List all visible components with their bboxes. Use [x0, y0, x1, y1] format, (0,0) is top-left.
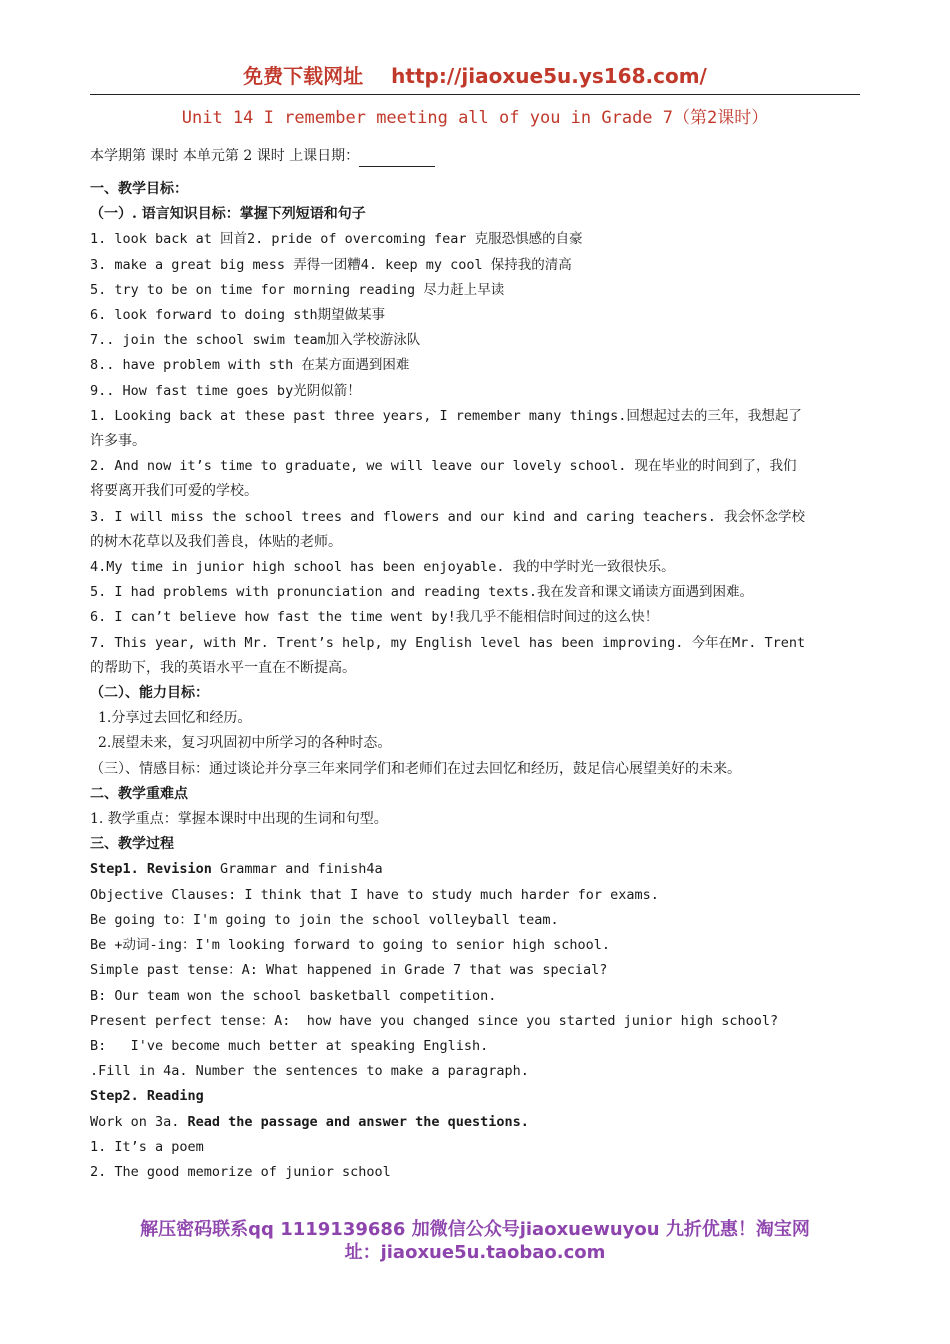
step1-rest: Grammar and finish4a — [211, 861, 383, 878]
text-line: 5. try to be on time for morning reading 尽力赶上早读 — [90, 281, 505, 298]
site-url-link[interactable]: http://jiaoxue5u.ys168.com/ — [391, 64, 707, 88]
text-line: （三）、情感目标：通过谈论并分享三年来同学们和老师们在过去回忆和经历，鼓足信心展望美好的未来。 — [90, 760, 741, 777]
subsection-heading: （一）. 语言知识目标：掌握下列短语和句子 — [90, 206, 366, 223]
text-line: 1. 教学重点：掌握本课时中出现的生词和句型。 — [90, 811, 388, 828]
text-line: .Fill in 4a. Number the sentences to make a paragraph. — [90, 1063, 529, 1080]
document-page — [90, 60, 860, 1185]
text-line: Present perfect tense：A: how have you changed since you started junior high school? — [90, 1012, 779, 1029]
site-header — [90, 60, 860, 92]
text-line: 3. I will miss the school trees and flowers and our kind and caring teachers. 我会怀念学校 — [90, 508, 805, 525]
site-label: 免费下载网址 — [243, 64, 364, 88]
step-heading — [90, 857, 860, 882]
text-line: 2.展望未来，复习巩固初中所学习的各种时态。 — [98, 735, 392, 752]
text-line: 4.My time in junior high school has been enjoyable. 我的中学时光一致很快乐。 — [90, 559, 675, 576]
document-body — [90, 177, 860, 1185]
text-line: 3. make a great big mess 弄得一团糟4. keep my cool 保持我的清高 — [90, 256, 572, 273]
section-heading: 二、教学重难点 — [90, 785, 188, 802]
text-line: 1. look back at 回首2. pride of overcoming fear 克服恐惧感的自豪 — [90, 231, 583, 248]
step1-label: Step1. Revision — [90, 861, 212, 878]
text-line: 1. It’s a poem — [90, 1138, 204, 1155]
footer-line-1: 解压密码联系qq 1119139686 加微信公众号jiaoxuewuyou 九折优惠！淘宝网 — [140, 1219, 810, 1240]
text-line: 5. I had problems with pronunciation and reading texts.我在发音和课文诵读方面遇到困难。 — [90, 584, 754, 601]
text-line: 1. Looking back at these past three years, I remember many things.回想起过去的三年，我想起了 — [90, 407, 802, 424]
text-line: 2. And now it’s time to graduate, we will leave our lovely school. 现在毕业的时间到了，我们 — [90, 458, 797, 475]
text-line: 7. This year, with Mr. Trent’s help, my English level has been improving. 今年在Mr. Trent — [90, 634, 806, 651]
text-line: 1.分享过去回忆和经历。 — [98, 710, 252, 727]
text-line: B: Our team won the school basketball competition. — [90, 987, 497, 1004]
text-line: 的帮助下，我的英语水平一直在不断提高。 — [90, 659, 356, 676]
text-line: Be +动词-ing：I'm looking forward to going to senior high school. — [90, 937, 611, 954]
text-line: Simple past tense：A: What happened in Grade 7 that was special? — [90, 962, 608, 979]
text-line: B: I've become much better at speaking English. — [90, 1037, 489, 1054]
text-line: 的树木花草以及我们善良，体贴的老师。 — [90, 533, 342, 550]
text-line: 6. I can’t believe how fast the time went by!我几乎不能相信时间过的这么快！ — [90, 609, 659, 626]
page-title: Unit 14 I remember meeting all of you in Grade 7（第2课时） — [181, 108, 769, 128]
section-heading: 一、教学目标： — [90, 181, 188, 197]
step-heading: Step2. Reading — [90, 1088, 204, 1105]
text-line: 8.. have problem with sth 在某方面遇到困难 — [90, 357, 410, 374]
lesson-meta-text: 本学期第 课时 本单元第 2 课时 上课日期： — [90, 148, 360, 164]
footer-line-2: 址：jiaoxue5u.taobao.com — [344, 1242, 606, 1263]
subsection-heading: （二）、能力目标： — [90, 685, 209, 702]
lesson-meta — [90, 145, 860, 167]
section-heading: 三、教学过程 — [90, 836, 174, 853]
text-line: 7.. join the school swim team加入学校游泳队 — [90, 332, 421, 349]
step2-task: Read the passage and answer the questions. — [179, 1113, 529, 1130]
header-divider — [90, 94, 860, 95]
text-line — [90, 1110, 860, 1135]
text-line: Be going to：I'm going to join the school volleyball team. — [90, 911, 559, 928]
footer-promo — [90, 1218, 860, 1264]
text-line: Objective Clauses: I think that I have to study much harder for exams. — [90, 886, 659, 903]
text-line: 许多事。 — [90, 433, 146, 450]
step2-work: Work on 3a. — [90, 1113, 180, 1130]
text-line: 6. look forward to doing sth期望做某事 — [90, 307, 386, 324]
text-line: 2. The good memorize of junior school — [90, 1163, 391, 1180]
date-blank — [359, 151, 435, 167]
text-line: 将要离开我们可爱的学校。 — [90, 483, 258, 500]
text-line: 9.. How fast time goes by光阴似箭！ — [90, 382, 361, 399]
